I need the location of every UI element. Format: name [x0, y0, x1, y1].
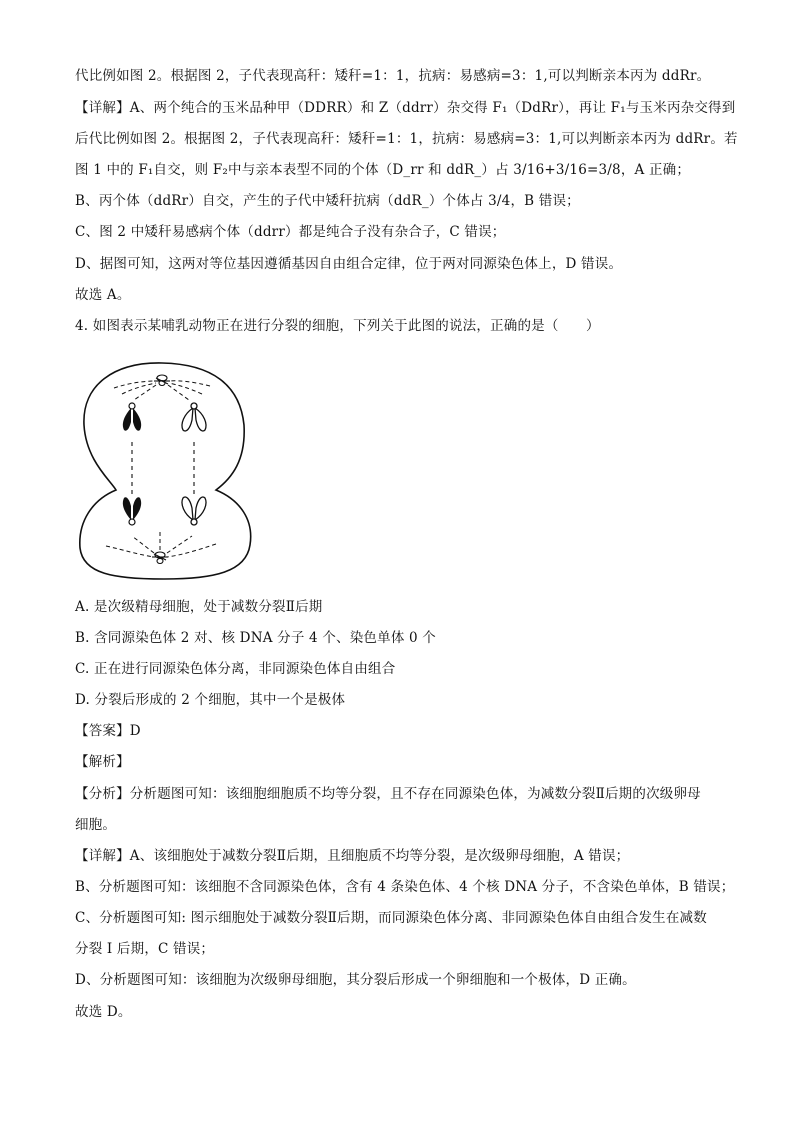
- detail-option-b: B、分析题图可知：该细胞不含同源染色体，含有 4 条染色体、4 个核 DNA 分子，不含染色单体，B 错误；: [75, 879, 735, 895]
- detail-option-c-line-2: 分裂 I 后期，C 错误；: [75, 941, 215, 957]
- analysis-line-2: 细胞。: [75, 817, 117, 833]
- top-centrosome: [154, 375, 170, 386]
- prev-detail-line-3: 图 1 中的 F₁自交，则 F₂中与亲本表型不同的个体（D_rr 和 ddR_）占 3/16+3/16=3/8，A 正确；: [75, 162, 691, 178]
- prev-detail-line-2: 后代比例如图 2。根据图 2，子代表现高秆：矮秆=1：1，抗病：易感病=3：1,可以判断亲本丙为 ddRr。若: [75, 131, 738, 147]
- conclusion: 故选 D。: [75, 1004, 132, 1020]
- prev-conclusion: 故选 A。: [75, 287, 131, 303]
- option-d: D. 分裂后形成的 2 个细胞，其中一个是极体: [75, 692, 346, 708]
- answer: 【答案】D: [75, 723, 141, 739]
- prev-option-c-explanation: C、图 2 中矮秆易感病个体（ddrr）都是纯合子没有杂合子，C 错误；: [75, 224, 506, 240]
- prev-answer-line-1: 代比例如图 2。根据图 2，子代表现高秆：矮秆=1：1，抗病：易感病=3：1,可以判断亲本丙为 ddRr。: [75, 68, 711, 84]
- bottom-black-chromosome: [123, 497, 141, 525]
- cell-membrane: [80, 363, 251, 579]
- analysis-heading: 【解析】: [75, 754, 130, 770]
- prev-option-d-explanation: D、据图可知，这两对等位基因遵循基因自由组合定律，位于两对同源染色体上，D 错误。: [75, 256, 623, 272]
- top-white-chromosome: [182, 403, 206, 431]
- analysis-line-1: 【分析】分析题图可知：该细胞细胞质不均等分裂，且不存在同源染色体，为减数分裂Ⅱ后期的次级卵母: [75, 786, 701, 802]
- bottom-centrosome: [152, 552, 168, 564]
- option-b: B. 含同源染色体 2 对、核 DNA 分子 4 个、染色单体 0 个: [75, 630, 436, 646]
- option-c: C. 正在进行同源染色体分离，非同源染色体自由组合: [75, 661, 396, 677]
- top-black-chromosome: [123, 403, 141, 431]
- question-4-stem: 4. 如图表示某哺乳动物正在进行分裂的细胞，下列关于此图的说法，正确的是（ ）: [75, 318, 600, 334]
- spindle-fibers: [132, 442, 194, 495]
- detail-option-d: D、分析题图可知：该细胞为次级卵母细胞，其分裂后形成一个卵细胞和一个极体，D 正确。: [75, 972, 636, 988]
- dividing-cell-figure: [74, 350, 254, 582]
- detail-option-a: 【详解】A、该细胞处于减数分裂Ⅱ后期，且细胞质不均等分裂，是次级卵母细胞，A 错误；: [75, 848, 630, 864]
- option-a: A. 是次级精母细胞，处于减数分裂Ⅱ后期: [75, 599, 323, 615]
- bottom-white-chromosome: [182, 497, 206, 525]
- detail-option-c-line-1: C、分析题图可知: 图示细胞处于减数分裂Ⅱ后期，而同源染色体分离、非同源染色体自由组合发生在减数: [75, 910, 707, 926]
- prev-option-b-explanation: B、丙个体（ddRr）自交，产生的子代中矮秆抗病（ddR_）个体占 3/4，B 错误；: [75, 193, 580, 209]
- prev-detail-line-1: 【详解】A、两个纯合的玉米品种甲（DDRR）和 Z（ddrr）杂交得 F₁（DdRr），再让 F₁与玉米丙杂交得到: [75, 100, 736, 116]
